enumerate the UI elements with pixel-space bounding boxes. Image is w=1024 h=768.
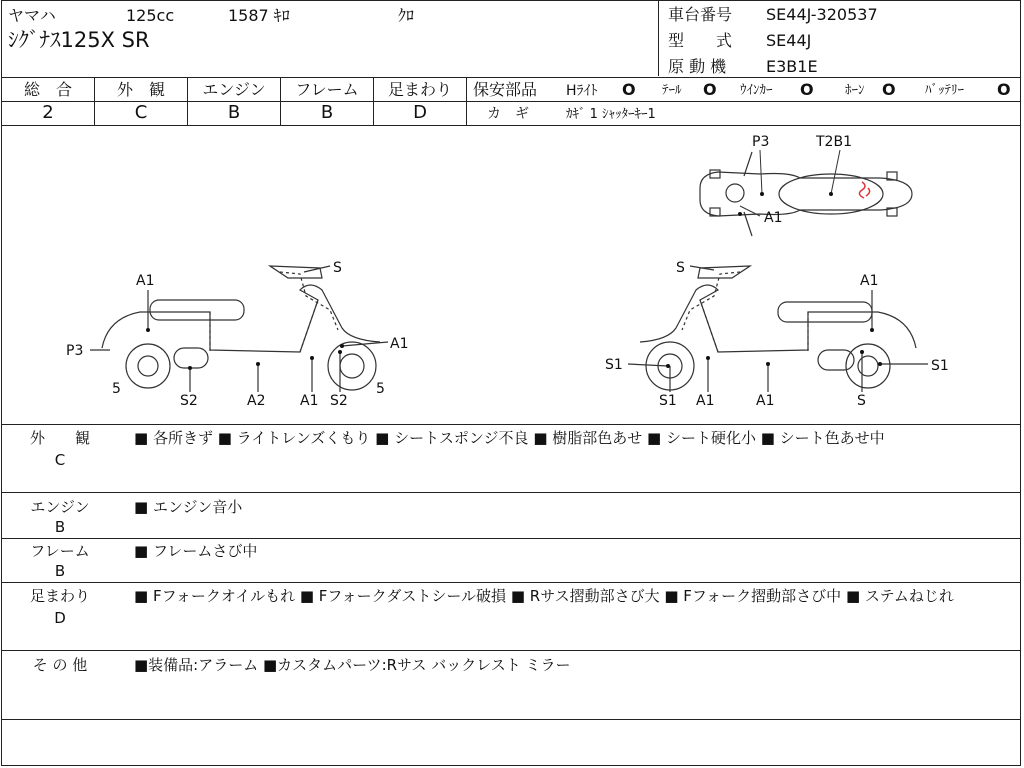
engine-value: E3B1E — [766, 57, 818, 76]
safety-horn: ﾎｰﾝ — [845, 83, 865, 98]
frame-section-line — [1, 582, 1021, 583]
exterior-section-text: ■ 各所きず ■ ライトレンズくもり ■ シートスポンジ不良 ■ 樹脂部色あせ ■ シート硬化小 ■ シート色あせ中 — [134, 429, 885, 447]
exterior-section-grade: C — [54, 451, 66, 469]
total-label: 総 合 — [23, 80, 72, 99]
engine-grade-label: エンジン — [202, 80, 266, 99]
label-right-a1-top: A1 — [860, 273, 879, 289]
label-right-a1-b1: A1 — [696, 393, 715, 409]
safety-battery: ﾊﾞｯﾃﾘｰ — [925, 83, 964, 98]
suspension-grade: D — [413, 102, 427, 123]
label-right-s1-left: S1 — [605, 357, 623, 373]
suspension-grade-label: 足まわり — [387, 80, 452, 99]
label-top-t2b1: T2B1 — [816, 134, 852, 150]
label-left-5a: 5 — [112, 381, 121, 397]
label-right-s-bottom: S — [857, 393, 866, 409]
model-name: ｼｸﾞﾅｽ125X SR — [8, 28, 150, 52]
safety-headlight-mark: O — [622, 80, 636, 99]
label-right-s-top: S — [676, 260, 685, 276]
engine-label: 原 動 機 — [668, 57, 727, 76]
safety-headlight: Hﾗｲﾄ — [566, 83, 598, 99]
label-left-5b: 5 — [376, 381, 385, 397]
suspension-section-label: 足まわり — [29, 587, 90, 605]
label-left-a1-bottom: A1 — [300, 393, 319, 409]
safety-winker-mark: O — [800, 80, 814, 99]
left-side-scooter — [90, 266, 380, 390]
label-right-a1-b2: A1 — [756, 393, 775, 409]
other-section-line — [1, 719, 1021, 720]
frame-no-label: 車台番号 — [668, 5, 733, 24]
suspension-section-line — [1, 650, 1021, 651]
suspension-section-text: ■ Fフォークオイルもれ ■ Fフォークダストシール破損 ■ Rサス摺動部さび大 ■ Fフォーク摺動部さび中 ■ ステムねじれ — [134, 587, 954, 605]
key-value: ｶｷﾞ 1 ｼｬｯﾀｰｷｰ1 — [566, 107, 656, 122]
label-left-a2: A2 — [247, 393, 266, 409]
label-left-s2b: S2 — [330, 393, 348, 409]
engine-section-grade: B — [54, 518, 66, 536]
exterior-section-line — [1, 492, 1021, 493]
key-label: カ ギ — [487, 106, 529, 122]
color: ｸﾛ — [398, 6, 415, 25]
label-right-s1-bottom: S1 — [659, 393, 677, 409]
safety-mid-line — [467, 101, 1021, 102]
safety-horn-mark: O — [882, 80, 896, 99]
label-right-s1-right: S1 — [931, 358, 949, 374]
exterior-label: 外 観 — [116, 80, 165, 99]
damage-diagram — [0, 126, 1024, 424]
grade-col-5 — [466, 77, 467, 125]
diagram-bottom-line — [1, 424, 1021, 425]
label-top-a1: A1 — [764, 210, 783, 226]
frame-section-grade: B — [54, 562, 66, 580]
mileage: 1587 ｷﾛ — [228, 6, 290, 25]
maker: ヤマハ — [8, 6, 56, 25]
safety-label: 保安部品 — [473, 80, 538, 99]
engine-section-text: ■ エンジン音小 — [134, 498, 243, 516]
frame-no: SE44J-320537 — [766, 5, 878, 24]
engine-section-line — [1, 538, 1021, 539]
engine-section-label: エンジン — [30, 498, 90, 516]
frame-section-label: フレーム — [30, 542, 90, 560]
exterior-grade: C — [134, 102, 148, 123]
frame-section-text: ■ フレームさび中 — [134, 542, 258, 560]
label-left-a1-right: A1 — [390, 336, 409, 352]
other-section-label: そ の 他 — [32, 656, 88, 674]
frame-grade: B — [320, 102, 334, 123]
label-left-a1-top: A1 — [136, 273, 155, 289]
exterior-section-label: 外 観 — [29, 429, 90, 447]
total-grade: 2 — [42, 102, 54, 123]
type-label: 型 式 — [668, 31, 733, 50]
label-top-p3: P3 — [752, 134, 770, 150]
label-left-p3: P3 — [66, 343, 84, 359]
engine-grade: B — [227, 102, 241, 123]
label-left-s: S — [333, 260, 342, 276]
safety-battery-mark: O — [997, 80, 1011, 99]
other-section-text: ■装備品:アラーム ■カスタムパーツ:Rサス バックレスト ミラー — [134, 656, 571, 674]
frame-grade-label: フレーム — [295, 80, 359, 99]
safety-tail: ﾃｰﾙ — [662, 83, 682, 98]
safety-winker: ｳｲﾝｶｰ — [740, 83, 773, 98]
header-divider — [658, 0, 659, 76]
type-value: SE44J — [766, 31, 812, 50]
grade-top-line — [1, 77, 1021, 78]
top-view-scooter — [700, 150, 912, 236]
displacement: 125cc — [126, 6, 175, 25]
suspension-section-grade: D — [54, 609, 66, 627]
safety-tail-mark: O — [703, 80, 717, 99]
label-left-s2a: S2 — [180, 393, 198, 409]
